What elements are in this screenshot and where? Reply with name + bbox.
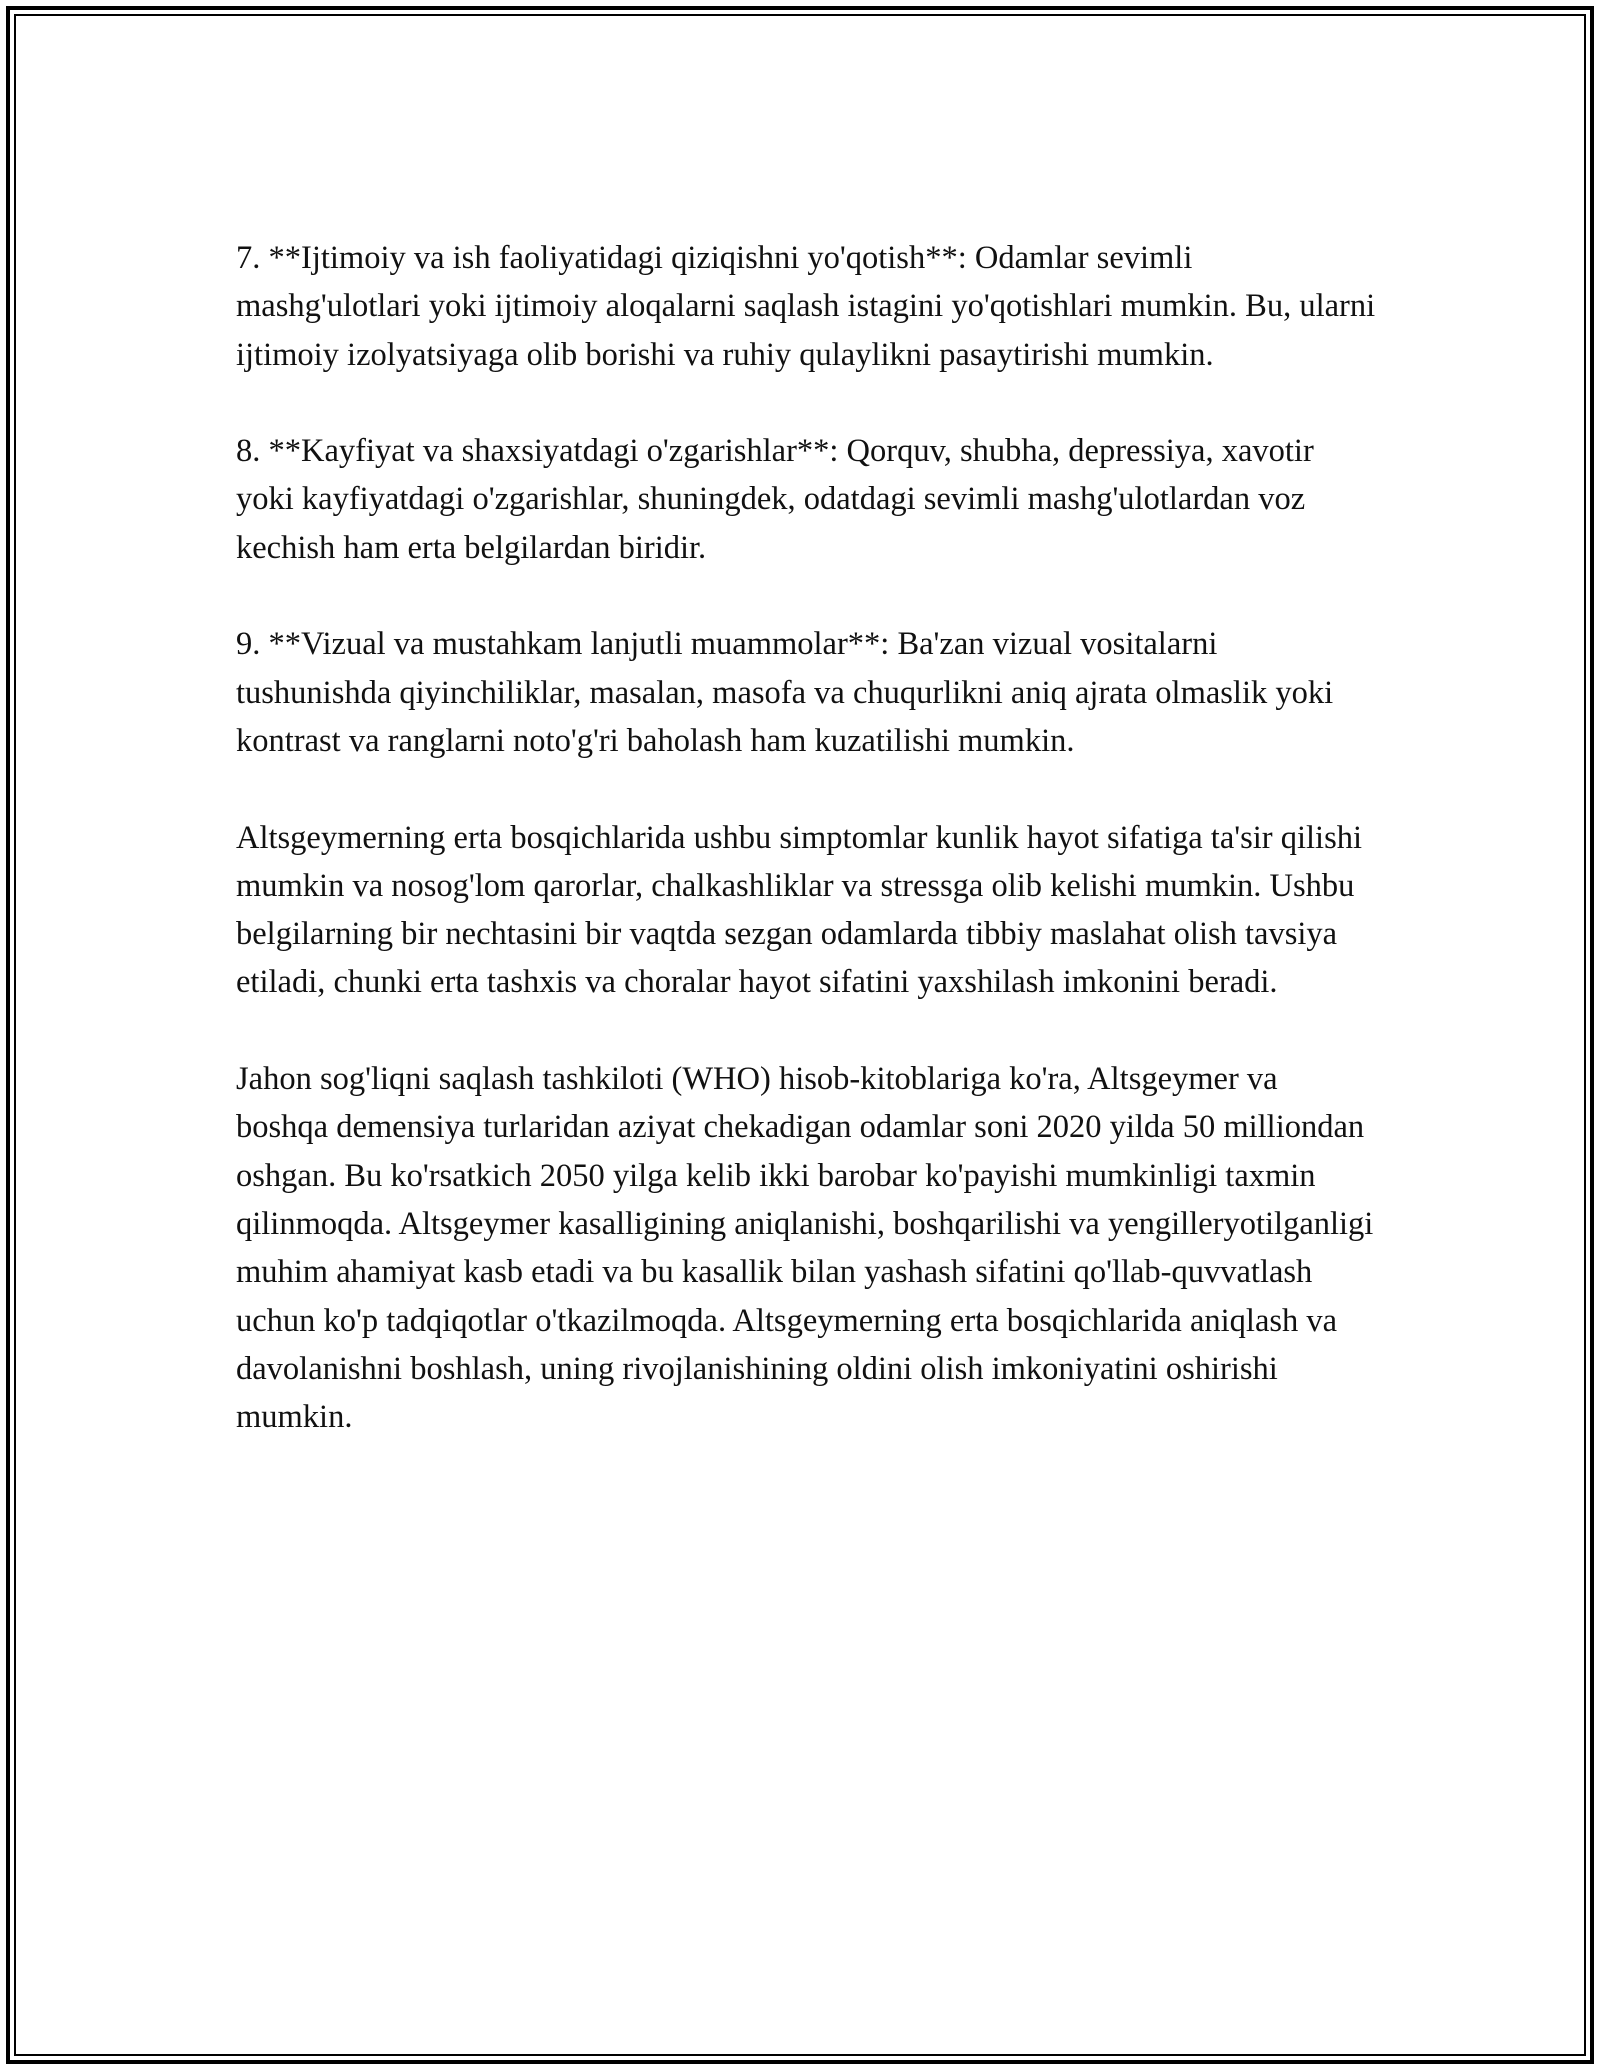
paragraph-item-9: 9. **Vizual va mustahkam lanjutli muammolar**: Ba'zan vizual vositalarni tushunishda qiyinchiliklar, masalan, masofa va chuqurlikni aniq ajrata olmaslik yoki kontrast va ranglarni noto'g'ri baholash ham kuzatilishi mumkin.: [236, 626, 1334, 759]
paragraph-early-stage-symptoms: Altsgeymerning erta bosqichlarida ushbu simptomlar kunlik hayot sifatiga ta'sir qilishi mumkin va nosog'lom qarorlar, chalkashliklar va stressga olib kelishi mumkin. Ushbu belgilarning bir nechtasini bir vaqtda sezgan odamlarda tibbiy maslahat olish tavsiya etiladi, chunki erta tashxis va choralar hayot sifatini yaxshilash imkonini beradi.: [236, 819, 1363, 1001]
paragraph-item-8: 8. **Kayfiyat va shaxsiyatdagi o'zgarishlar**: Qorquv, shubha, depressiya, xavotir yoki kayfiyatdagi o'zgarishlar, shuningdek, odatdagi sevimli mashg'ulotlardan voz kechish ham erta belgilardan biridir.: [236, 433, 1314, 566]
paragraph-who-statistics: Jahon sog'liqni saqlash tashkiloti (WHO) hisob-kitoblariga ko'ra, Altsgeymer va boshqa demensiya turlaridan aziyat chekadigan odamlar soni 2020 yilda 50 milliondan oshgan. Bu ko'rsatkich 2050 yilga kelib ikki barobar ko'payishi mumkinligi taxmin qilinmoqda. Altsgeymer kasalligining aniqlanishi, boshqarilishi va yengilleryotilganligi muhim ahamiyat kasb etadi va bu kasallik bilan yashash sifatini qo'llab-quvvatlash uchun ko'p tadqiqotlar o'tkazilmoqda. Altsgeymerning erta bosqichlarida aniqlash va davolanishni boshlash, uning rivojlanishining oldini olish imkoniyatini oshirishi mumkin.: [236, 1061, 1374, 1436]
document-body: [236, 234, 1376, 1441]
paragraph-item-7: 7. **Ijtimoiy va ish faoliyatidagi qiziqishni yo'qotish**: Odamlar sevimli mashg'ulotlari yoki ijtimoiy aloqalarni saqlash istagini yo'qotishlari mumkin. Bu, ularni ijtimoiy izolyatsiyaga olib borishi va ruhiy qulaylikni pasaytirishi mumkin.: [236, 240, 1376, 373]
